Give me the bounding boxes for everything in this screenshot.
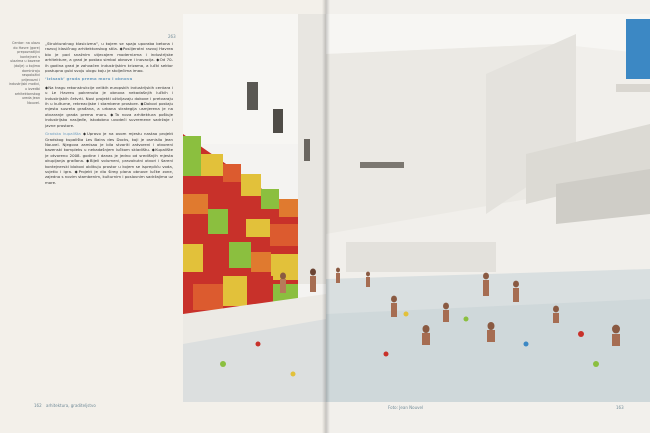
article-text-column: [45, 41, 173, 188]
photo-caption: Centar: na ulazu do Havre (gore) prepoznatljivi kontejneri s ulazima u bazene (dolje) u kojima dominiraju raspoloživi prijevozni i industrijski motivi, u izvedbi arhitektonskog ureda Jean Nouvel.: [8, 41, 40, 105]
lead-label: Gradska kupališta: [45, 131, 81, 137]
page-folio-bottom-right: 163: [616, 405, 624, 410]
photo-credit: Foto: Jean Nouvel: [388, 405, 424, 410]
footer-left: arhitektura, graditeljstvo: [46, 403, 96, 408]
binding-gutter: [322, 0, 330, 433]
section-paragraph: ◆Na tragu rekonstrukcije velikih europskih industrijskih centara i u Le Havreu pokrenuta je obnova nekadašnjih lučkih i industrijskih četvrti. Novi projekti oživljavaju dokove i pretvaraju ih u kulturne, rekreacijske i stambene prostore. ◆Dokovi postaju mjesto susreta građana, a urbana strategija usmjerena je na otvaranje grada prema moru. ◆Ta nova arhitektura poštuje industrijsko nasljeđe, istodobno uvodeći suvremene sadržaje i javne prostore.: [45, 84, 173, 128]
section-heading: ‘Izlazak’ grada prema moru i obnova: [45, 76, 133, 82]
lead-text: ◆Upravo je na ovom mjestu nastao projekt Gradskog kupališta Les Bains des Docks, koji je osmislio Jean Nouvel. Njegova zamisao je bila stvoriti zatvoreni i otvoreni bazenski kompleks u nekadašnjem lučkom skladištu. ◆Kupalište je otvoreno 2008. godine i danas je jedno od središnjih mjesta okupljanja građana. ◆Bijeli volumeni, pravokutni otvori i šareni kontejnerski blokovi oblikuju prostor u kojem se isprepliću voda, svjetlo i igra. ◆Projekt je dio šireg plana obnove lučke zone, zajedno s novim stambenim, kulturnim i poslovnim sadržajima uz more.: [45, 131, 173, 185]
lead-paragraph: [45, 131, 173, 185]
intro-paragraph: „Strukturalnog klasicizma“, u kojem se spaja uporaba betona i razvoj klasičnog arhitektonskog stila. ◆Poslijeratni razvoj Havrea bio je pod snažnim utjecajem modernizma i industrijske arhitekture, a grad je postao simbol obnove i inovacija. ◆Od 70-ih godina grad je zahvaćen industrijskim krizama, a lučki sektor postupno gubi svoju ulogu koju je stoljećima imao.: [45, 41, 173, 74]
page-folio-bottom-left: 162: [34, 403, 42, 408]
right-page: [326, 0, 650, 433]
page-folio-top: 263: [168, 34, 176, 39]
right-pool-interior-photo: [326, 14, 650, 402]
left-pool-interior-photo: [183, 14, 326, 402]
